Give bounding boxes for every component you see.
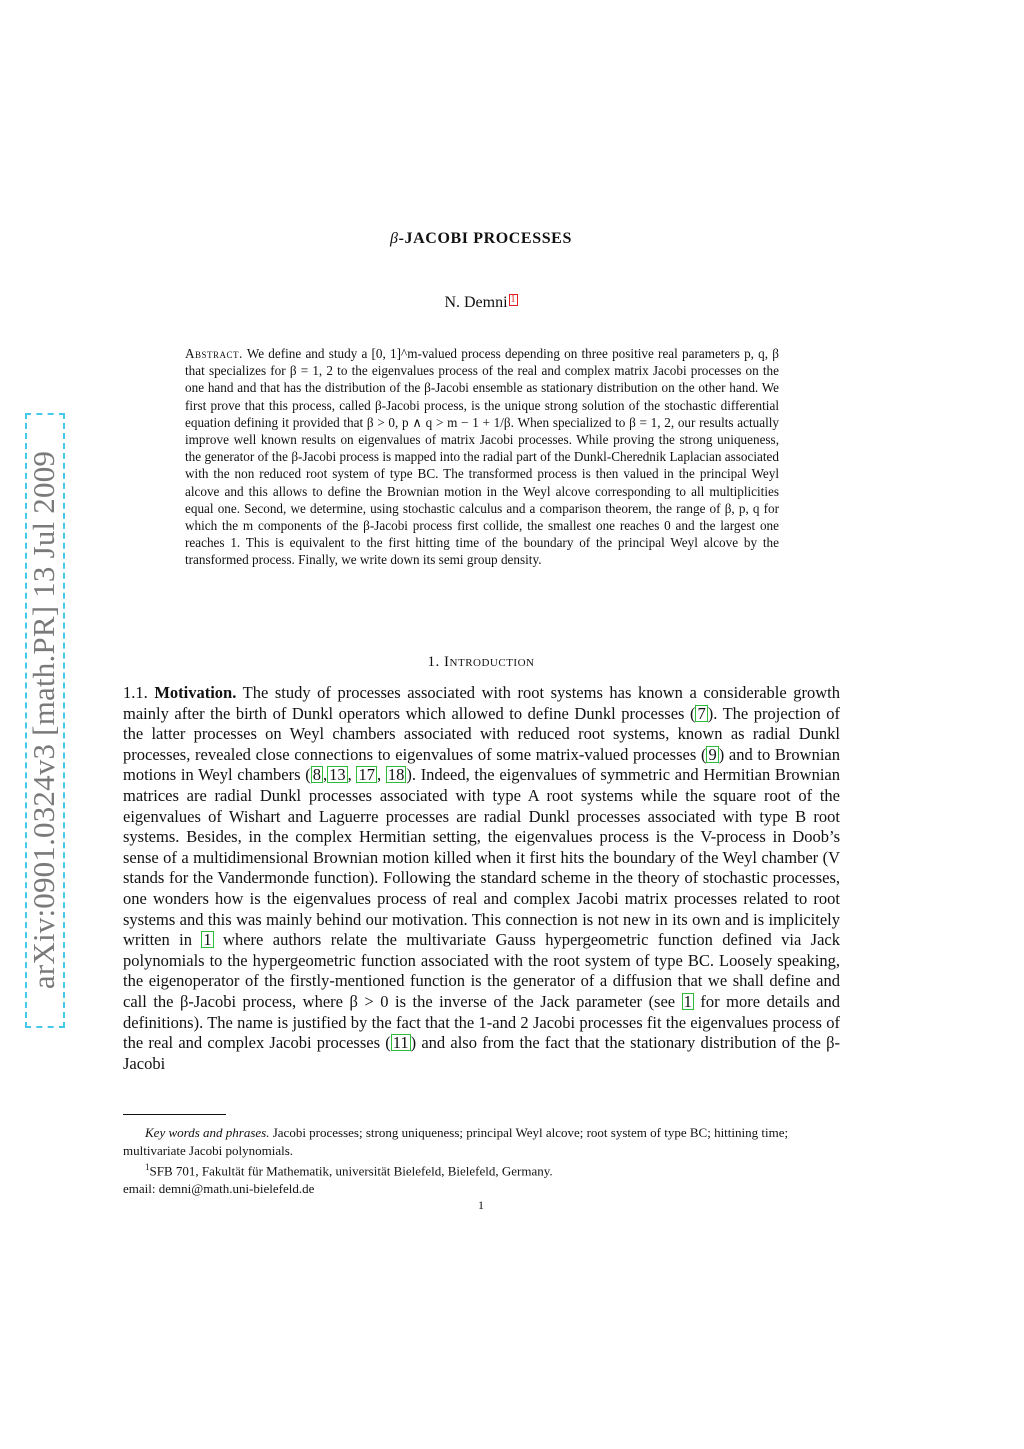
title-text: -JACOBI PROCESSES xyxy=(398,230,572,247)
title-beta-symbol: β xyxy=(390,230,399,247)
body-text-run: for more details and definitions). The name is justified by the fact that the 1-and 2 Jacobi processes fit the eigenvalues process of the real and complex Jacobi processes ( xyxy=(123,991,840,1053)
keywords-footnote xyxy=(123,1124,840,1159)
citation-link[interactable]: 1 xyxy=(683,991,692,1011)
citation-link[interactable]: 18 xyxy=(387,765,405,785)
citation-link[interactable]: 8 xyxy=(312,765,321,785)
subsection-heading: Motivation. xyxy=(154,683,237,702)
citation-link[interactable]: 9 xyxy=(708,744,717,764)
body-text-run: ). The projection of the latter processes on Weyl chambers associated with reduced root systems, known as radial Dunkl processes, revealed close connections to eigenvalues of some matrix-valued processes ( xyxy=(123,703,840,764)
section-number: 1. xyxy=(427,654,440,670)
abstract-text: We define and study a [0, 1]^m-valued process depending on three positive real parameters p, q, β that specializes for β = 1, 2 to the eigenvalues process of the real and complex matrix Jacobi processes on the one hand and that has the distribution of the β-Jacobi ensemble as stationary distribution on the other hand. We first prove that this process, called β-Jacobi process, is the unique strong solution of the stochastic differential equation defining it provided that β > 0, p ∧ q > m − 1 + 1/β. When specialized to β = 1, 2, our results actually improve well known results on eigenvalues of matrix Jacobi processes. While proving the strong uniqueness, the generator of the β-Jacobi process is mapped into the radial part of the Dunkl-Cherednik Laplacian associated with the non reduced root system of type BC. The transformed process is then valued in the principal Weyl alcove and this allows to define the Brownian motion in the Weyl alcove corresponding to all multiplicities equal one. Second, we determine, using stochastic calculus and a comparison theorem, the range of β, p, q for which the m components of the β-Jacobi process first collide, the smallest one reaches 0 and the largest one reaches 1. This is equivalent to the first hitting time of the boundary of the principal Weyl alcove by the transformed process. Finally, we write down its semi group density. xyxy=(185,346,779,568)
paper-title xyxy=(0,230,962,248)
abstract-label: Abstract. xyxy=(185,346,243,361)
body-text-run: where authors relate the multivariate Gauss hypergeometric function defined via Jack polynomials to the hypergeometric function associated with the root system of type BC. Loosely speaking, the eigenoperator of the firstly-mentioned function is the generator of a diffusion that we shall define and call the β-Jacobi process, where β > 0 is the inverse of the Jack parameter (see xyxy=(123,930,840,1011)
citation-link[interactable]: 1 xyxy=(203,930,212,950)
citation-link[interactable]: 11 xyxy=(392,1033,409,1053)
citation-link[interactable]: 7 xyxy=(697,703,706,723)
body-text-run: , xyxy=(376,765,386,785)
arxiv-identifier[interactable]: arXiv:0901.0324v3 [math.PR] 13 Jul 2009 xyxy=(26,450,61,990)
email-line[interactable]: email: demni@math.uni-bielefeld.de xyxy=(123,1180,315,1196)
citation-link[interactable]: 13 xyxy=(329,765,346,785)
body-text-run: , xyxy=(347,765,357,785)
author-footnote-link[interactable]: 1 xyxy=(510,294,516,305)
keywords-label: Key words and phrases. xyxy=(145,1125,270,1140)
body-text-run: , xyxy=(323,765,328,785)
body-text-run: ). Indeed, the eigenvalues of symmetric and Hermitian Brownian matrices are radial Dunkl processes associated with type A root systems while the square root of the eigenvalues of Wishart and Laguerre processes are radial Dunkl processes associated with type B root systems. Besides, in the complex Hermitian setting, the eigenvalues process is the V-process in Doob’s sense of a multidimensional Brownian motion killed when it first hits the boundary of the Weyl chamber (V stands for the Vandermonde function). Following the standard scheme in the theory of stochastic processes, one wonders how is the eigenvalues process of real and complex Jacobi matrix processes related to root systems and this was mainly behind our motivation. This connection is not new in its own and is implicitely written in xyxy=(123,765,841,950)
section-heading xyxy=(0,654,962,671)
affiliation-mark: 1 xyxy=(145,1162,150,1172)
affiliation-text: SFB 701, Fakultät für Mathematik, universität Bielefeld, Bielefeld, Germany. xyxy=(149,1163,553,1179)
abstract xyxy=(185,345,779,569)
keywords-text: Jacobi processes; strong uniqueness; principal Weyl alcove; root system of type BC; hittining time; multivariate Jacobi polynomials. xyxy=(123,1125,789,1158)
affiliation-footnote xyxy=(123,1159,840,1180)
page-number: 1 xyxy=(478,1198,484,1212)
body-text-run: The study of processes associated with root systems has known a considerable growth mainly after the birth of Dunkl operators which allowed to define Dunkl processes ( xyxy=(123,683,841,723)
body-text-run: ) and also from the fact that the stationary distribution of the β-Jacobi xyxy=(123,1033,840,1073)
section-title: Introduction xyxy=(444,654,535,670)
subsection-number: 1.1. xyxy=(123,683,148,702)
footnote-rule xyxy=(123,1114,226,1115)
motivation-paragraph xyxy=(123,683,840,1074)
author-line xyxy=(0,294,962,312)
body-text-run: ) and to Brownian motions in Weyl chambers ( xyxy=(123,744,840,785)
citation-link[interactable]: 17 xyxy=(358,765,375,785)
footnotes xyxy=(123,1124,840,1197)
author-name: N. Demni xyxy=(444,294,508,311)
